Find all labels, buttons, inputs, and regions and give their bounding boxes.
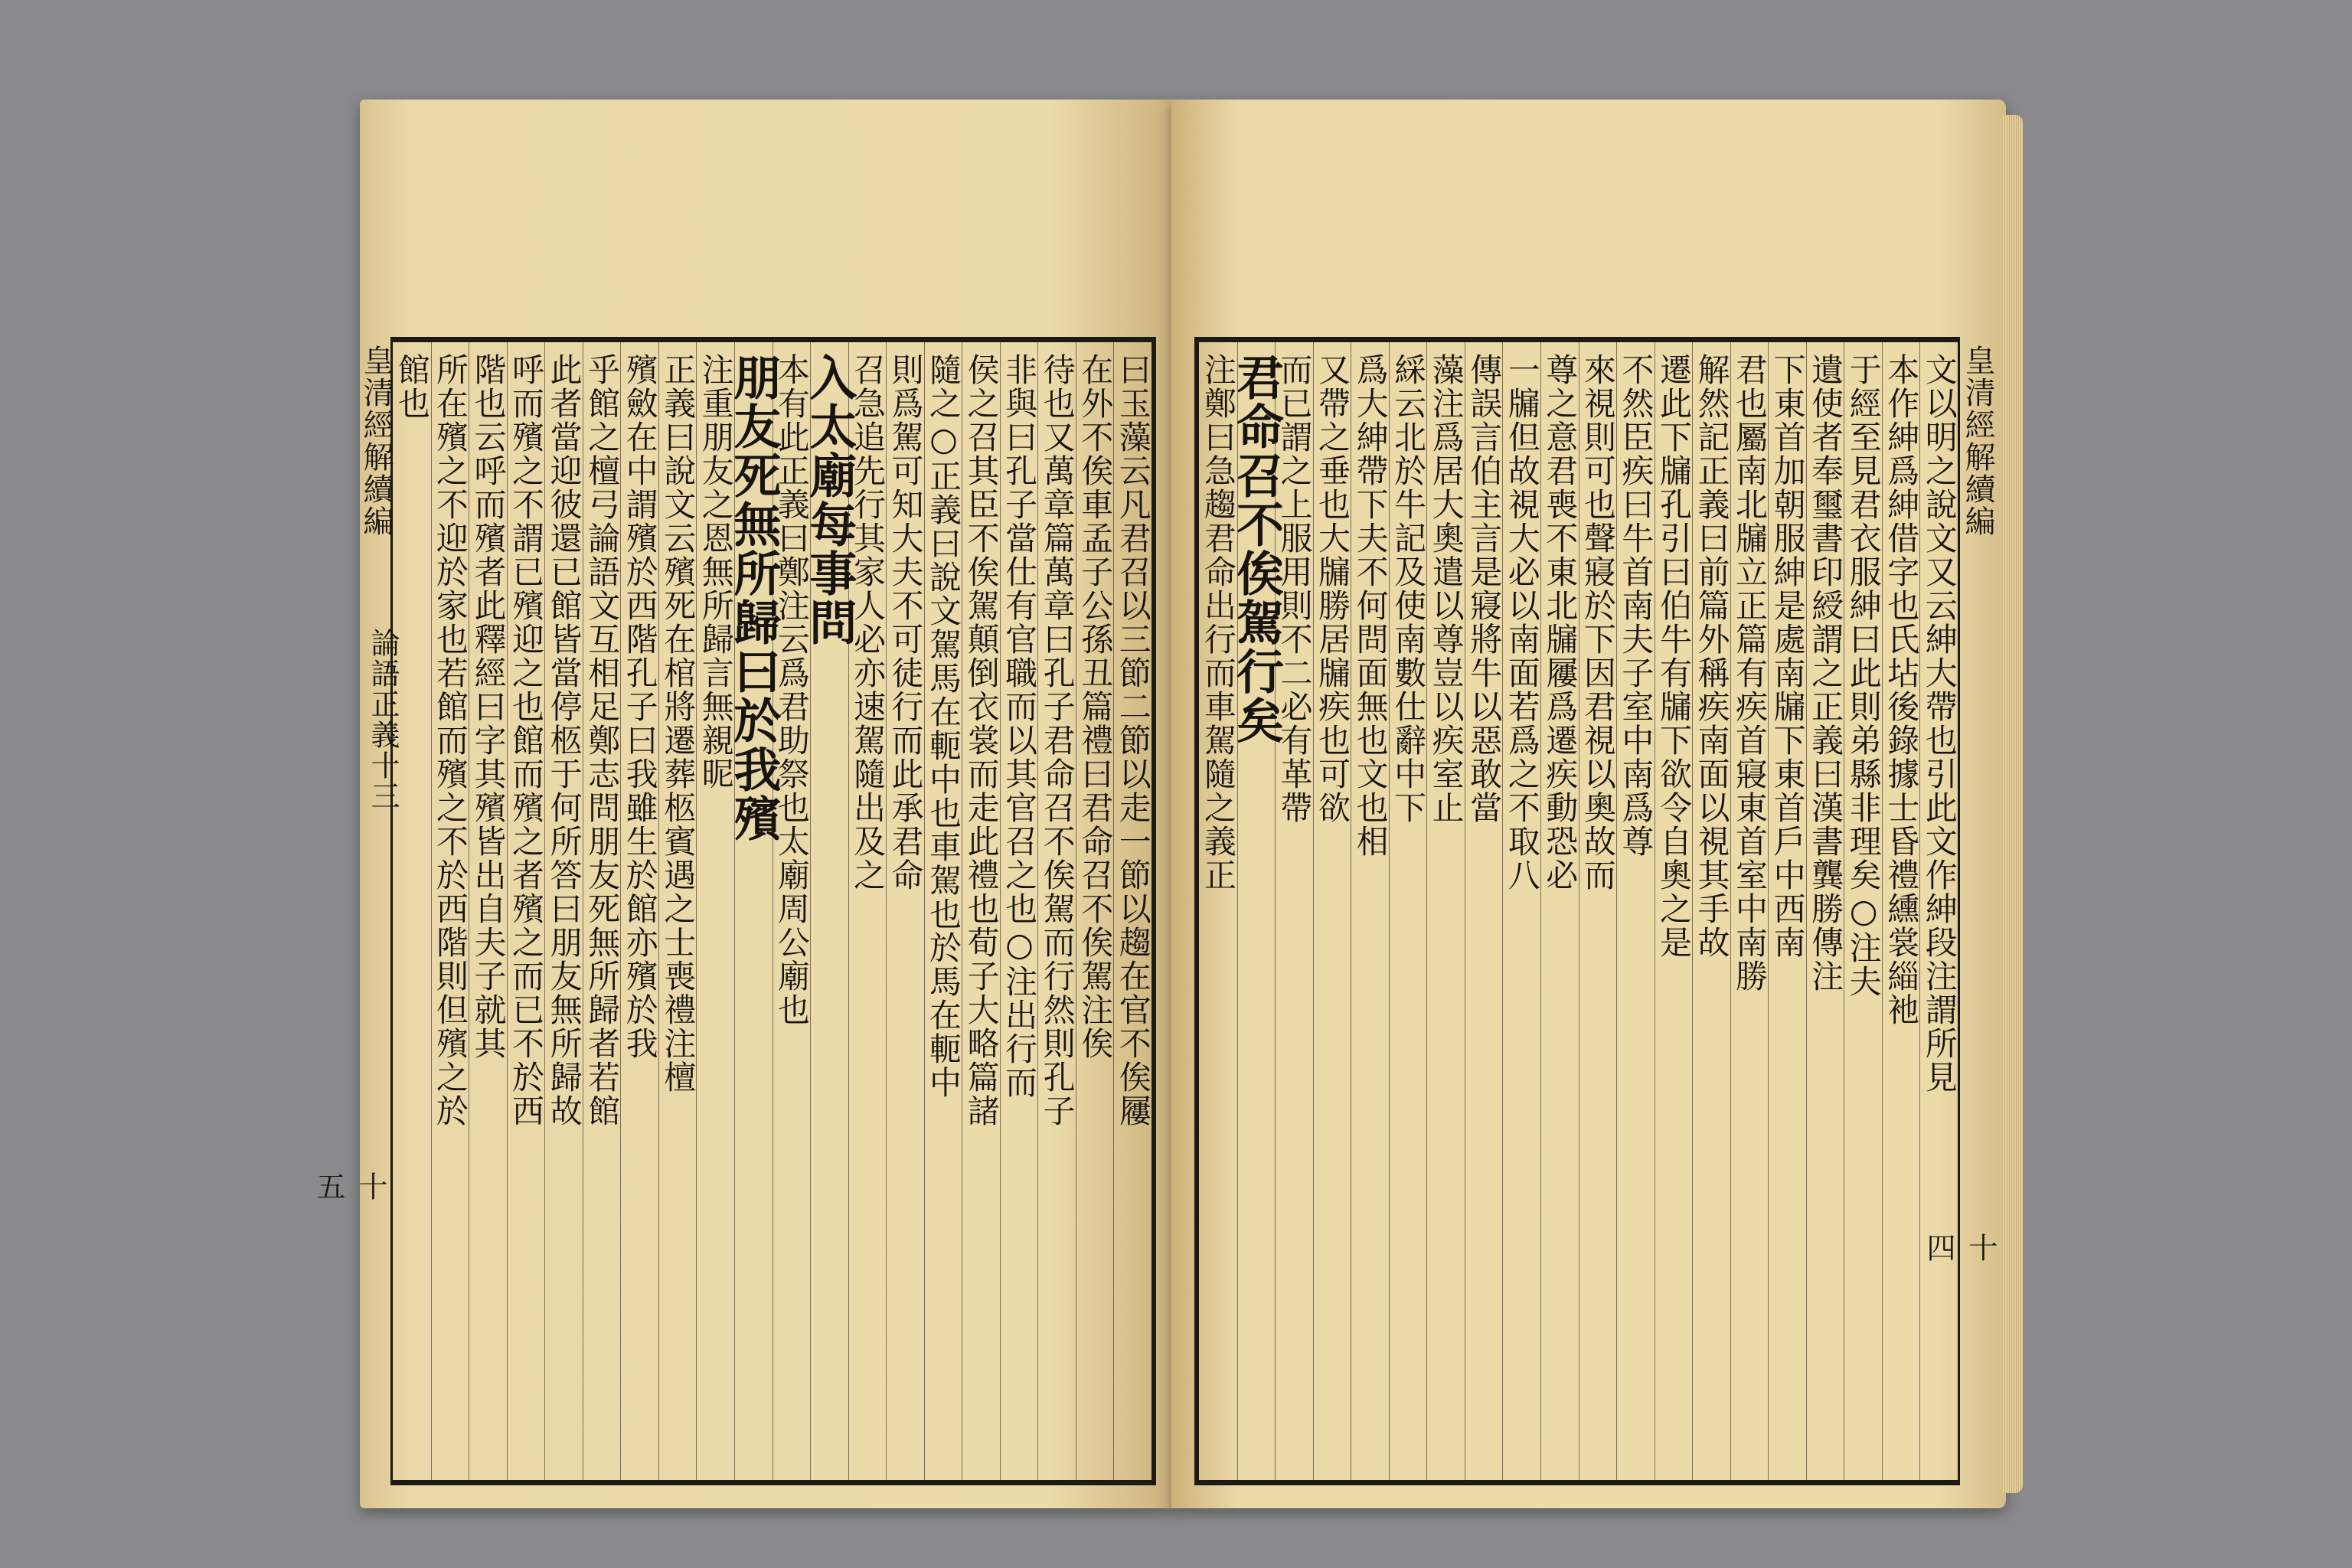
- right-column: [1768, 342, 1806, 1480]
- right-commentary-text: 藻注爲居大奧遣以尊豈以疾室止: [1427, 353, 1465, 825]
- right-column: [1199, 342, 1237, 1480]
- right-column: [1465, 342, 1503, 1480]
- right-commentary-text: 綵云北於牛記及使南數仕辭中下: [1390, 353, 1428, 825]
- right-commentary-text: 一牖但故視大必以南面若爲之不取八: [1503, 353, 1541, 892]
- left-column: [469, 342, 507, 1480]
- right-column: [1502, 342, 1540, 1480]
- right-column: [1882, 342, 1920, 1480]
- right-commentary-text: 傳誤言伯主言是寢將牛以惡敢當: [1465, 353, 1504, 825]
- right-column: [1351, 342, 1389, 1480]
- left-margin-subtitle-holder: [364, 628, 400, 812]
- right-commentary-text: 解然記正義曰前篇外稱疾南面以視其手故: [1693, 353, 1731, 959]
- left-commentary-text: 待也又萬章篇萬章曰孔子君命召不俟駕而行然則孔子: [1038, 353, 1076, 1128]
- left-commentary-text: 正義曰說文云殯死在棺將遷葬柩賓遇之士喪禮注檀: [659, 353, 697, 1094]
- left-column: [1113, 342, 1152, 1480]
- right-columns: [1199, 342, 1958, 1480]
- left-commentary-text: 所在殯之不迎於家也若館而殯之不於西階則但殯之於: [431, 353, 469, 1128]
- right-commentary-text: 來視則可也聲寢於下因君視以奧故而: [1579, 353, 1617, 892]
- left-column: [1076, 342, 1114, 1480]
- right-commentary-text: 尊之意君喪不東北牖屨爲遷疾動恐必: [1541, 353, 1579, 892]
- left-commentary-text: 殯斂在中謂殯於西階孔子曰我雖生於館亦殯於我: [621, 353, 659, 1060]
- right-column: [1228, 342, 1285, 1480]
- right-commentary-text: 遺使者奉璽書印綬謂之正義曰漢書龔勝傳注: [1807, 353, 1845, 993]
- left-column: [696, 342, 734, 1480]
- right-folio: 十四: [1922, 1233, 1998, 1262]
- right-column: [1313, 342, 1351, 1480]
- right-column: [1426, 342, 1465, 1480]
- left-column: [658, 342, 697, 1480]
- left-margin-subtitle: 論語正義十三: [365, 628, 400, 812]
- left-page: [312, 100, 1171, 1508]
- page-edge-stack: [2003, 115, 2023, 1493]
- right-commentary-text: 文以明之說文又云紳大帶也引此文作紳段注謂所見: [1920, 353, 1958, 1094]
- right-column: [1389, 342, 1427, 1480]
- left-commentary-text: 乎館之檀弓論語文互相足鄭志問朋友死無所歸者若館: [583, 353, 622, 1128]
- left-commentary-text: 呼而殯之不謂已殯迎之也館而殯之者殯之而已不於西: [508, 353, 546, 1128]
- right-commentary-text: 遷此下牖孔引曰伯牛有牖下欲令自奧之是: [1655, 353, 1693, 959]
- left-column: [507, 342, 545, 1480]
- left-commentary-text: 曰玉藻云凡君召以三節二節以走一節以趨在官不俟屨: [1114, 353, 1152, 1128]
- left-column: [801, 342, 858, 1480]
- left-main-text: 朋友死無所歸曰於我殯: [725, 353, 782, 843]
- right-column: [1692, 342, 1730, 1480]
- right-column: [1540, 342, 1579, 1480]
- right-page-margin: [1960, 337, 1995, 1485]
- right-commentary-text: 于經至見君衣服紳曰此則弟縣非理矣○注夫: [1844, 353, 1883, 998]
- right-commentary-text: 注鄭曰急趨君命出行而車駕隨之義正: [1199, 353, 1237, 892]
- right-column: [1616, 342, 1655, 1480]
- left-commentary-text: 在外不俟車孟子公孫丑篇禮曰君命召不俟駕注俟: [1076, 353, 1115, 1060]
- left-main-text: 入太廟每事問: [801, 353, 858, 647]
- right-commentary-text: 君也屬南北牖立正篇有疾首寢東首室中南勝: [1731, 353, 1769, 993]
- left-column: [583, 342, 621, 1480]
- left-commentary-text: 階也云呼而殯者此釋經曰字其殯皆出自夫子就其: [469, 353, 508, 1060]
- left-column: [962, 342, 1000, 1480]
- right-commentary-text: 本作紳爲紳借字也氏坫後錄據士昏禮纁裳緇衪: [1883, 353, 1921, 1027]
- left-commentary-text: 召急追先行其家人必亦速駕隨出及之: [848, 353, 887, 892]
- left-column: [886, 342, 924, 1480]
- left-column: [544, 342, 583, 1480]
- right-commentary-text: 下東首加朝服紳是處南牖下東首戶中西南: [1769, 353, 1807, 959]
- right-column: [1655, 342, 1693, 1480]
- left-commentary-text: 館也: [393, 353, 431, 420]
- left-commentary-text: 本有此正義曰鄭注云爲君助祭也太廟周公廟也: [773, 353, 811, 1027]
- left-column: [431, 342, 469, 1480]
- right-column: [1919, 342, 1958, 1480]
- left-commentary-text: 非與曰孔子當仕有官職而以其官召之也○注出行而: [1001, 353, 1039, 1099]
- right-text-frame: [1194, 337, 1960, 1485]
- left-column: [1000, 342, 1038, 1480]
- left-margin-title: 皇清經解續編: [358, 345, 394, 537]
- left-commentary-text: 侯之召其臣不俟駕顛倒衣裳而走此禮也荀子大略篇諸: [962, 353, 1001, 1128]
- left-commentary-text: 隨之○正義曰說文駕馬在軛中也車駕也於馬在軛中: [925, 353, 963, 1099]
- right-margin-title: 皇清經解續編: [1960, 345, 1995, 537]
- right-page: [1171, 100, 2006, 1508]
- left-columns: [393, 342, 1152, 1480]
- left-column: [924, 342, 962, 1480]
- left-commentary-text: 此者當迎彼還已館皆當停柩于何所答曰朋友無所歸故: [545, 353, 583, 1128]
- left-text-frame: [390, 337, 1156, 1485]
- right-main-text: 君命召不俟駕行矣: [1228, 353, 1285, 745]
- left-column: [620, 342, 658, 1480]
- left-column: [725, 342, 782, 1480]
- right-commentary-text: 而已謂之上服用則不二必有革帶: [1276, 353, 1314, 825]
- open-book: [312, 100, 2014, 1508]
- right-column: [1844, 342, 1882, 1480]
- right-column: [1730, 342, 1769, 1480]
- left-column: [1037, 342, 1076, 1480]
- left-folio: 十五: [312, 1171, 387, 1200]
- right-commentary-text: 爲大紳帶下夫不何問面無也文也相: [1351, 353, 1390, 858]
- left-commentary-text: 則爲駕可知大夫不可徒行而此承君命: [887, 353, 925, 892]
- left-column: [393, 342, 431, 1480]
- right-column: [1579, 342, 1617, 1480]
- right-commentary-text: 不然臣疾曰牛首南夫子室中南爲尊: [1617, 353, 1655, 858]
- right-column: [1806, 342, 1844, 1480]
- right-commentary-text: 又帶之垂也大牖勝居牖疾也可欲: [1314, 353, 1352, 825]
- left-commentary-text: 注重朋友之恩無所歸言無親昵: [697, 353, 735, 791]
